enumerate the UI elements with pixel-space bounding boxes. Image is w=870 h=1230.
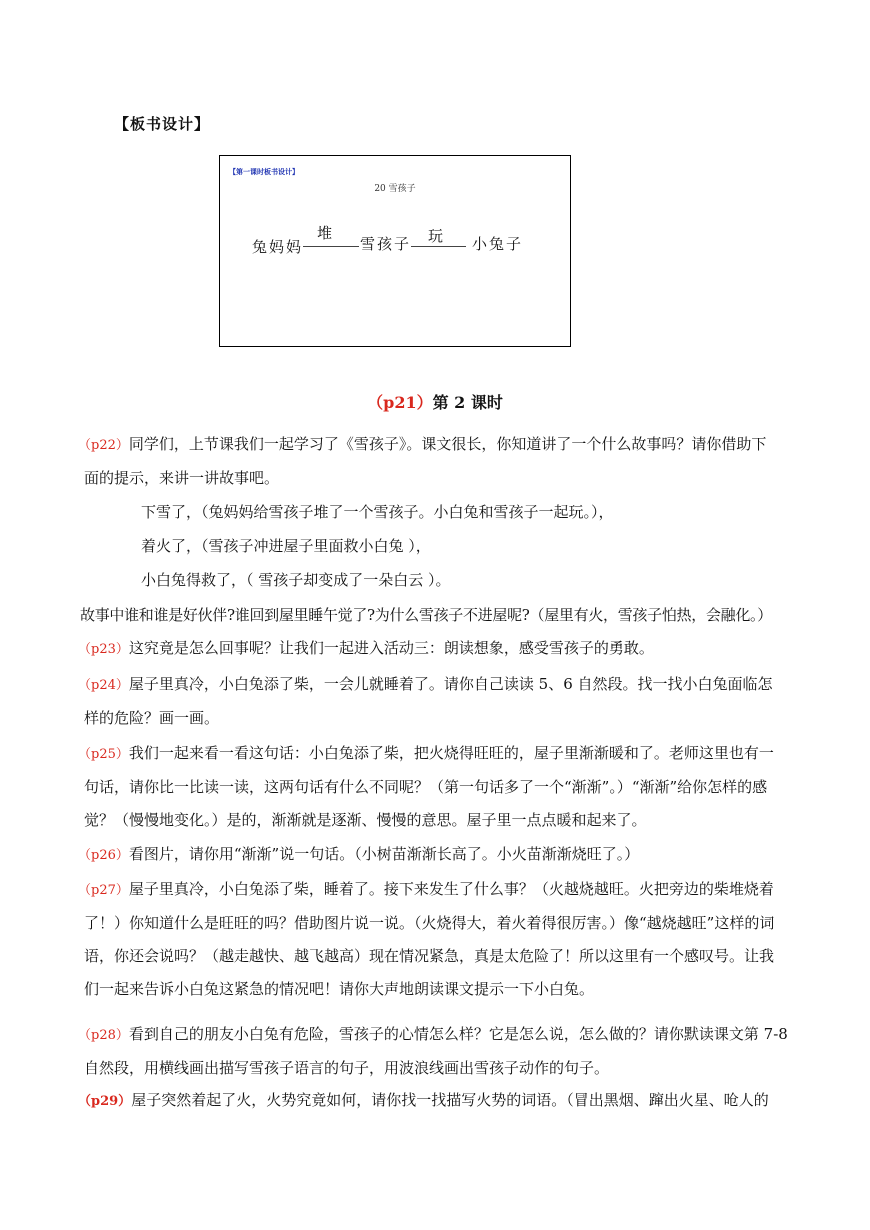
paragraph-line: 们一起来告诉小白兔这紧急的情况吧！请你大声地朗读课文提示一下小白兔。 <box>84 980 595 998</box>
lesson-title <box>0 390 870 413</box>
page-tag: （p27） <box>78 883 129 898</box>
board-design-label: 【板书设计】 <box>114 115 211 133</box>
paragraph-line: 觉？（慢慢地变化。）是的，渐渐就是逐渐、慢慢的意思。屋子里一点点暖和起来了。 <box>84 811 647 829</box>
paragraph-line: 看到自己的朋友小白兔有危险，雪孩子的心情怎么样？它是怎么说，怎么做的？请你默读课文第 7-8 <box>128 1025 788 1043</box>
paragraph-p25 <box>78 737 804 837</box>
board-word-snow-child: 雪孩子 <box>360 235 412 253</box>
board-connector-1 <box>303 246 359 247</box>
paragraph-line: 屋子里真冷，小白兔添了柴，一会儿就睡着了。请你自己读读 5、6 自然段。找一找小白兔面临怎 <box>128 675 773 693</box>
paragraph-line: 了！）你知道什么是旺旺的吗？借助图片说一说。（火烧得大，着火着得很厉害。）像“越烧越旺”这样的词 <box>84 914 775 932</box>
lesson-title-text: 第 2 课时 <box>432 393 503 412</box>
paragraph-p26 <box>78 838 804 872</box>
board-tag: 【第一课时板书设计】 <box>229 167 299 176</box>
page-tag: （p23） <box>78 642 129 657</box>
prompt-1: 下雪了，（兔妈妈给雪孩子堆了一个雪孩子。小白兔和雪孩子一起玩。）， <box>141 503 614 521</box>
paragraph-line: 我们一起来看一看这句话：小白兔添了柴，把火烧得旺旺的，屋子里渐渐暖和了。老师这里也有一 <box>128 744 774 762</box>
page-tag: （p26） <box>78 848 129 863</box>
paragraph-line: 屋子里真冷，小白兔添了柴，睡着了。接下来发生了什么事？（火越烧越旺。火把旁边的柴堆烧着 <box>128 880 774 898</box>
page-tag: （p28） <box>78 1028 129 1043</box>
lesson-page-ref: （p21） <box>367 393 433 412</box>
paragraph-line: 句话，请你比一比读一读，这两句话有什么不同呢？（第一句话多了一个“渐渐”。）“渐渐”给你怎样的感 <box>84 778 768 796</box>
paragraph-line: 语，你还会说吗？（越走越快、越飞越高）现在情况紧急，真是太危险了！所以这里有一个感叹号。让我 <box>84 947 775 965</box>
board-design-figure <box>219 155 571 347</box>
paragraph-line: 样的危险？画一画。 <box>84 709 220 727</box>
board-verb-build: 堆 <box>317 224 335 242</box>
prompt-2: 着火了，（雪孩子冲进屋子里面救小白兔 ）， <box>141 537 431 555</box>
paragraph-line: 同学们，上节课我们一起学习了《雪孩子》。课文很长，你知道讲了一个什么故事吗？请你借助下 <box>128 435 767 453</box>
board-word-rabbit-mother: 兔妈妈 <box>252 238 304 256</box>
paragraph-line: 面的提示，来讲一讲故事吧。 <box>84 469 280 487</box>
paragraph-line: 屋子突然着起了火，火势究竟如何，请你找一找描写火势的词语。（冒出黑烟、蹿出火星、呛人的 <box>131 1091 769 1109</box>
board-word-little-rabbit: 小兔子 <box>472 235 524 253</box>
paragraph-line: 自然段，用横线画出描写雪孩子语言的句子，用波浪线画出雪孩子动作的句子。 <box>84 1059 610 1077</box>
prompt-3: 小白兔得救了，（ 雪孩子却变成了一朵白云 ）。 <box>141 571 451 589</box>
board-connector-2 <box>411 246 466 247</box>
paragraph-line: 看图片，请你用“渐渐”说一句话。（小树苗渐渐长高了。小火苗渐渐烧旺了。） <box>128 845 640 863</box>
board-title: 20 雪孩子 <box>374 184 416 194</box>
page-tag: （p24） <box>78 678 129 693</box>
paragraph-p24 <box>78 668 804 735</box>
paragraph-p23 <box>78 632 804 666</box>
paragraph-p28 <box>78 1018 804 1085</box>
story-question: 故事中谁和谁是好伙伴?谁回到屋里睡午觉了?为什么雪孩子不进屋呢?（屋里有火，雪孩子怕热，会融化。） <box>80 606 772 624</box>
page-tag: （p22） <box>78 438 129 453</box>
paragraph-p29 <box>78 1084 804 1118</box>
paragraph-p27 <box>78 873 804 1006</box>
paragraph-p22 <box>78 428 804 495</box>
page-tag: （p29） <box>78 1094 132 1109</box>
board-verb-play: 玩 <box>428 227 446 245</box>
paragraph-line: 这究竟是怎么回事呢？让我们一起进入活动三：朗读想象，感受雪孩子的勇敢。 <box>128 639 654 657</box>
page-tag: （p25） <box>78 747 129 762</box>
